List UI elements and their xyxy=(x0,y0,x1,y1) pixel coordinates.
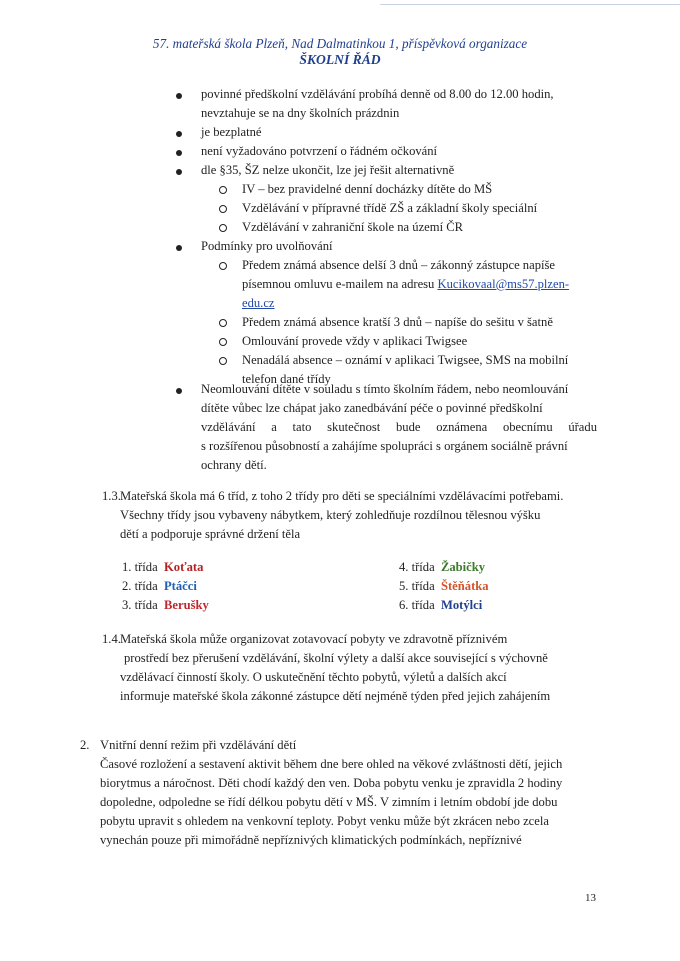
paragraph-line: ochrany dětí. xyxy=(201,458,267,472)
bullet-icon xyxy=(176,150,182,156)
circle-bullet-icon xyxy=(219,357,227,365)
circle-bullet-icon xyxy=(219,262,227,270)
email-lead-text: písemnou omluvu e-mailem na adresu xyxy=(242,277,435,291)
circle-bullet-icon xyxy=(219,224,227,232)
section-number: 1.3. xyxy=(102,489,121,503)
paragraph-line: prostředí bez přerušení vzdělávání, školní výlety a další akce související s výchovně xyxy=(124,651,548,665)
section-number: 2. xyxy=(80,738,90,752)
class-label: 2. třída xyxy=(122,579,158,593)
paragraph-line: Časové rozložení a sestavení aktivit během dne bere ohled na věkové zvláštnosti dětí, jejich xyxy=(100,757,563,771)
sub-bullet-text: telefon dané třídy xyxy=(242,372,331,386)
paragraph-line: informuje mateřské škola zákonné zástupce dětí nejméně týden před jejich zahájením xyxy=(120,689,551,703)
class-entry xyxy=(399,577,489,596)
class-name: Ptáčci xyxy=(163,579,197,593)
section-title: Vnitřní denní režim při vzdělávání dětí xyxy=(100,738,297,752)
circle-bullet-icon xyxy=(219,338,227,346)
class-name: Koťata xyxy=(163,560,204,574)
paragraph-line: Všechny třídy jsou vybaveny nábytkem, který zohledňuje rozdílnou tělesnou výšku xyxy=(120,508,541,522)
class-entry xyxy=(122,558,203,577)
school-name-header: 57. mateřská škola Plzeň, Nad Dalmatinkou 1, příspěvková organizace xyxy=(152,36,528,51)
bullet-text: povinné předškolní vzdělávání probíhá denně od 8.00 do 12.00 hodin, xyxy=(201,87,554,101)
bullet-icon xyxy=(176,388,182,394)
class-name: Žabičky xyxy=(440,560,486,574)
circle-bullet-icon xyxy=(219,319,227,327)
email-link-continuation[interactable]: edu.cz xyxy=(242,296,275,310)
class-name: Motýlci xyxy=(440,598,483,612)
class-name: Štěňátka xyxy=(440,579,489,593)
section-number: 1.4. xyxy=(102,632,121,646)
uvolneni-title: Podmínky pro uvolňování xyxy=(201,239,333,253)
class-label: 5. třída xyxy=(399,579,435,593)
sub-bullet-text: Vzdělávání v zahraniční škole na území ČR xyxy=(242,220,464,234)
paragraph-line: biorytmus a náročnost. Děti chodí každý den ven. Doba pobytu venku je zpravidla 2 hodiny xyxy=(100,776,563,790)
bullet-text: není vyžadováno potvrzení o řádném očkování xyxy=(201,144,438,158)
bullet-text: je bezplatné xyxy=(201,125,262,139)
sub-bullet-text: IV – bez pravidelné denní docházky dítěte do MŠ xyxy=(242,182,493,196)
paragraph-line: dopoledne, odpoledne se řídí délkou pobytu dětí v MŠ. V zimním i letním období jde dobu xyxy=(100,795,558,809)
class-entry xyxy=(122,596,209,615)
paragraph-line: vynechán pouze při mimořádně nepříznivých klimatických podmínkách, nepříznivé xyxy=(100,833,522,847)
class-name: Berušky xyxy=(163,598,209,612)
paragraph-line: vzdělávání a tato skutečnost bude oznámena obecnímu úřadu xyxy=(201,420,597,434)
paragraph-line: pobytu upravit s ohledem na venkovní teploty. Pobyt venku může být zkrácen nebo zcela xyxy=(100,814,549,828)
bullet-text: nevztahuje se na dny školních prázdnin xyxy=(201,106,400,120)
class-entry xyxy=(399,596,482,615)
bullet-icon xyxy=(176,245,182,251)
paragraph-line: Neomlouvání dítěte v souladu s tímto školním řádem, nebo neomlouvání xyxy=(201,382,569,396)
document-title: ŠKOLNÍ ŘÁD xyxy=(299,52,381,67)
circle-bullet-icon xyxy=(219,186,227,194)
sub-bullet-text: Omlouvání provede vždy v aplikaci Twigsee xyxy=(242,334,468,348)
sub-bullet-text: Předem známá absence kratší 3 dnů – napíše do sešitu v šatně xyxy=(242,315,553,329)
circle-bullet-icon xyxy=(219,205,227,213)
sub-bullet-text xyxy=(242,275,597,294)
paragraph-line: Mateřská škola může organizovat zotavovací pobyty ve zdravotně příznivém xyxy=(120,632,508,646)
bullet-text: dle §35, ŠZ nelze ukončit, lze jej řešit alternativně xyxy=(201,163,455,177)
class-label: 3. třída xyxy=(122,598,158,612)
bullet-icon xyxy=(176,93,182,99)
class-label: 6. třída xyxy=(399,598,435,612)
top-rule xyxy=(380,4,680,5)
class-label: 4. třída xyxy=(399,560,435,574)
paragraph-line: dítěte vůbec lze chápat jako zanedbávání péče o povinné předškolní xyxy=(201,401,543,415)
email-link[interactable]: Kucikovaal@ms57.plzen- xyxy=(437,277,570,291)
paragraph-line: Mateřská škola má 6 tříd, z toho 2 třídy pro děti se speciálními vzdělávacími potřebami. xyxy=(120,489,564,503)
sub-bullet-text: Předem známá absence delší 3 dnů – zákonný zástupce napíše xyxy=(242,258,555,272)
class-entry xyxy=(399,558,485,577)
paragraph-line: s rozšířenou působností a zahájíme spolupráci s orgánem sociálně právní xyxy=(201,439,568,453)
sub-bullet-text: Nenadálá absence – oznámí v aplikaci Twigsee, SMS na mobilní xyxy=(242,353,569,367)
bullet-icon xyxy=(176,131,182,137)
page-number: 13 xyxy=(585,892,596,904)
paragraph-line: dětí a podporuje správné držení těla xyxy=(120,527,301,541)
bullet-icon xyxy=(176,169,182,175)
paragraph-line: vzdělávací činností školy. O uskutečnění těchto pobytů, výletů a dalších akcí xyxy=(120,670,507,684)
class-entry xyxy=(122,577,197,596)
sub-bullet-text: Vzdělávání v přípravné třídě ZŠ a základní školy speciální xyxy=(242,201,538,215)
class-label: 1. třída xyxy=(122,560,158,574)
